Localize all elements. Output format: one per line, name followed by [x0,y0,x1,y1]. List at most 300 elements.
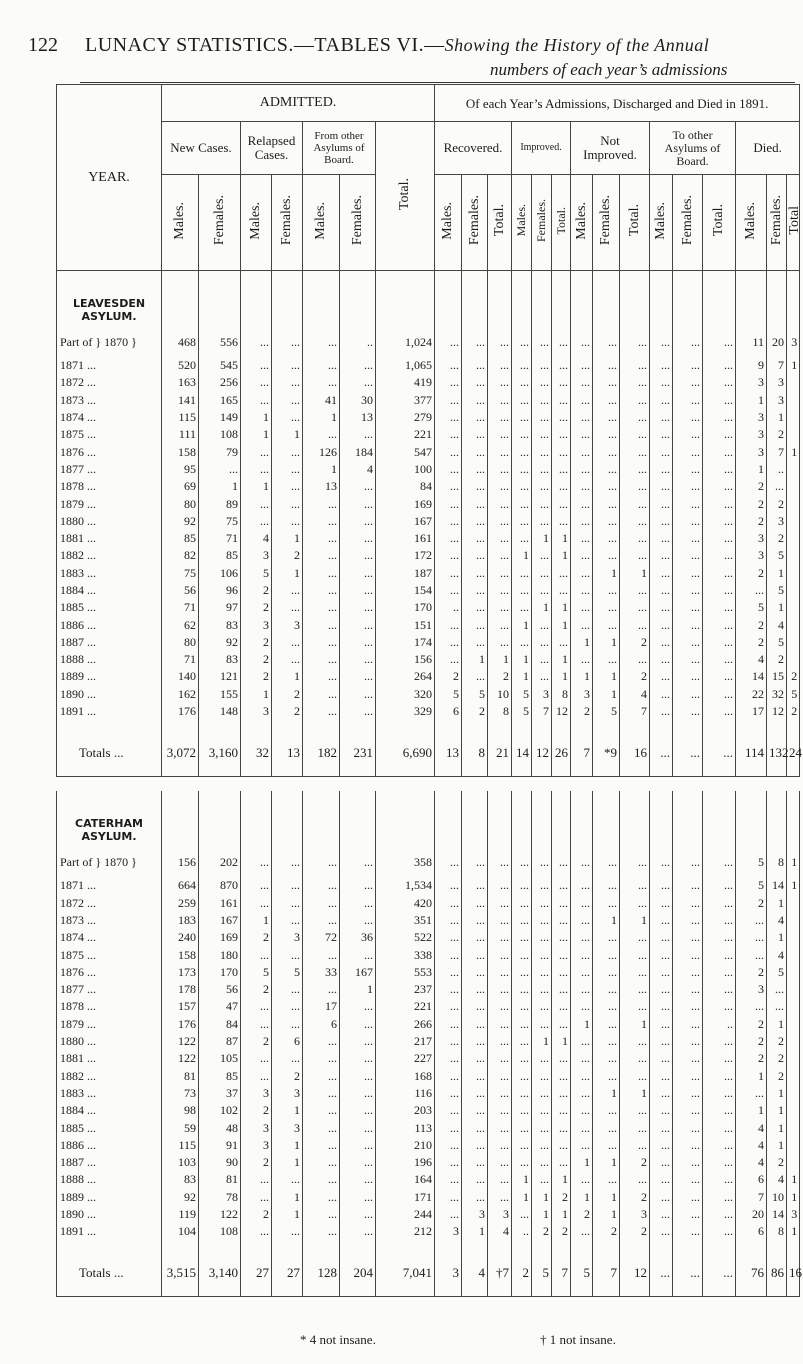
value-cell [787,547,800,564]
value-cell: ... [673,895,703,912]
value-cell: ... [650,461,673,478]
value-cell: 259 [162,895,199,912]
empty-cell [703,271,736,328]
value-cell: ... [340,495,376,512]
value-cell: 12 [552,703,571,720]
value-cell: ... [512,530,532,547]
value-cell: 174 [376,634,435,651]
value-cell: ... [272,513,303,530]
value-cell: 1 [241,426,272,443]
value-cell: ... [650,1154,673,1171]
value-cell: ... [303,582,340,599]
empty-cell [650,1240,673,1250]
value-cell: 56 [162,582,199,599]
value-cell: 108 [199,426,241,443]
table-row [57,1068,800,1085]
table-row [57,703,800,720]
value-cell: ... [703,565,736,582]
value-cell: 1,024 [376,327,435,357]
value-cell: ... [272,374,303,391]
value-cell: 279 [376,409,435,426]
value-cell: 148 [199,703,241,720]
value-cell: ... [673,547,703,564]
value-cell: ... [532,929,552,946]
value-cell: ... [303,1189,340,1206]
empty-cell [552,271,571,328]
value-cell: ... [552,582,571,599]
value-cell: ... [736,912,767,929]
value-cell: 2 [272,703,303,720]
value-cell [787,565,800,582]
value-cell: ... [241,1171,272,1188]
value-cell: ... [435,565,462,582]
value-cell: 156 [162,847,199,877]
total-value-cell: 132 [767,730,787,777]
year-cell: Part of } 1870 } [57,847,162,877]
value-cell: ... [512,1206,532,1223]
value-cell: 196 [376,1154,435,1171]
value-cell: 103 [162,1154,199,1171]
value-cell: 122 [162,1033,199,1050]
to-other-females-header [673,175,703,271]
year-cell: 1886 ... [57,616,162,633]
value-cell [787,946,800,963]
value-cell: 2 [620,1223,650,1240]
total-value-cell: ... [703,730,736,777]
value-cell: 6 [435,703,462,720]
value-cell: 1 [767,1085,787,1102]
value-cell: 113 [376,1119,435,1136]
value-cell: 1 [241,912,272,929]
value-cell: 5 [787,686,800,703]
value-cell: ... [650,946,673,963]
value-cell: 2 [736,964,767,981]
empty-cell [272,1240,303,1250]
value-cell: 7 [620,703,650,720]
value-cell: ... [703,374,736,391]
value-cell: ... [703,1068,736,1085]
value-cell: 5 [767,964,787,981]
value-cell: 11 [736,327,767,357]
table-row [57,1137,800,1154]
year-cell: 1874 ... [57,929,162,946]
footnote-asterisk: * 4 not insane. [300,1332,376,1347]
males-label: Males. [248,201,263,240]
year-cell: 1878 ... [57,478,162,495]
value-cell: 2 [736,895,767,912]
value-cell: 4 [736,1119,767,1136]
empty-cell [593,271,620,328]
value-cell: 33 [303,964,340,981]
header-rule [80,82,795,83]
value-cell: ... [620,981,650,998]
value-cell: ... [703,1119,736,1136]
value-cell: 12 [767,703,787,720]
value-cell: ... [620,478,650,495]
total-value-cell: 7,041 [376,1250,435,1297]
value-cell: ... [435,357,462,374]
value-cell: ... [303,1154,340,1171]
empty-cell [199,791,241,847]
value-cell: ... [650,1102,673,1119]
value-cell: 9 [736,357,767,374]
value-cell: ... [593,426,620,443]
value-cell: ... [571,929,593,946]
value-cell: ... [673,582,703,599]
value-cell: 8 [552,686,571,703]
value-cell: ... [703,998,736,1015]
males-label: Males. [313,201,328,240]
value-cell: 4 [736,1137,767,1154]
value-cell: 5 [272,964,303,981]
value-cell: ... [532,616,552,633]
value-cell: ... [488,547,512,564]
value-cell: ... [650,1223,673,1240]
value-cell: ... [303,1068,340,1085]
empty-cell [162,271,199,328]
year-cell: 1884 ... [57,582,162,599]
spacer-row [57,720,800,730]
empty-cell [673,271,703,328]
value-cell: 217 [376,1033,435,1050]
value-cell: ... [650,1033,673,1050]
table-row [57,634,800,651]
empty-cell [303,1240,340,1250]
table-row [57,513,800,530]
value-cell: ... [736,929,767,946]
value-cell: ... [571,357,593,374]
value-cell: ... [673,1119,703,1136]
value-cell: 171 [376,1189,435,1206]
value-cell: ... [703,426,736,443]
value-cell: ... [488,582,512,599]
value-cell: 5 [241,964,272,981]
value-cell: 2 [767,651,787,668]
section-heading-row [57,271,800,328]
value-cell: ... [512,1016,532,1033]
value-cell: 1 [787,357,800,374]
relapsed-males-header [241,175,272,271]
value-cell [787,1102,800,1119]
value-cell: ... [620,1119,650,1136]
value-cell: 2 [488,668,512,685]
empty-cell [376,271,435,328]
value-cell: 158 [162,443,199,460]
value-cell: ... [650,495,673,512]
value-cell: ... [532,426,552,443]
males-label: Males. [573,201,589,240]
value-cell: 3 [736,426,767,443]
males-label: Males. [440,201,456,240]
total-value-cell: 7 [552,1250,571,1297]
totals-row [57,1250,800,1297]
empty-cell [241,791,272,847]
value-cell: ... [767,981,787,998]
value-cell: ... [435,1033,462,1050]
value-cell: 156 [376,651,435,668]
value-cell: ... [488,877,512,894]
value-cell: ... [552,426,571,443]
value-cell: ... [241,392,272,409]
page-title [85,34,709,57]
value-cell: 1 [303,409,340,426]
value-cell: 10 [767,1189,787,1206]
value-cell: ... [552,327,571,357]
page-title-italic: Showing the History of the Annual [444,35,710,55]
value-cell: ... [673,565,703,582]
value-cell: ... [241,461,272,478]
page-subtitle: numbers of each year’s admissions [490,60,728,79]
value-cell: ... [303,651,340,668]
value-cell: 91 [199,1137,241,1154]
value-cell: .. [435,599,462,616]
total-value-cell: 3 [435,1250,462,1297]
table-row [57,1016,800,1033]
value-cell: 168 [376,1068,435,1085]
value-cell: ... [488,426,512,443]
value-cell: 5 [462,686,488,703]
value-cell: 96 [199,582,241,599]
value-cell: ... [303,1050,340,1067]
year-cell: 1888 ... [57,651,162,668]
value-cell: ... [593,599,620,616]
empty-cell [571,720,593,730]
value-cell: ... [532,1137,552,1154]
value-cell: 180 [199,946,241,963]
value-cell: 163 [162,374,199,391]
value-cell: ... [303,530,340,547]
value-cell: 2 [593,1223,620,1240]
value-cell: ... [272,946,303,963]
empty-cell [593,791,620,847]
value-cell: ... [571,912,593,929]
value-cell: ... [673,530,703,547]
value-cell: ... [303,426,340,443]
value-cell: 102 [199,1102,241,1119]
value-cell: ... [620,877,650,894]
value-cell: 1 [552,547,571,564]
value-cell: ... [303,1033,340,1050]
value-cell: 154 [376,582,435,599]
value-cell: 98 [162,1102,199,1119]
value-cell: ... [703,651,736,668]
total-value-cell: ... [673,1250,703,1297]
value-cell [787,929,800,946]
empty-cell [767,791,787,847]
value-cell: ... [303,895,340,912]
value-cell: 1 [272,565,303,582]
value-cell: ... [488,1050,512,1067]
value-cell: ... [340,478,376,495]
value-cell: ... [673,877,703,894]
value-cell [787,582,800,599]
value-cell: ... [340,1033,376,1050]
value-cell: 75 [162,565,199,582]
table-row [57,1206,800,1223]
table-row [57,357,800,374]
value-cell: ... [673,703,703,720]
value-cell: ... [571,1102,593,1119]
value-cell: ... [488,616,512,633]
total-value-cell: ... [650,1250,673,1297]
value-cell: ... [488,461,512,478]
value-cell: ... [650,668,673,685]
value-cell: ... [340,513,376,530]
value-cell: 1 [532,1206,552,1223]
value-cell: 36 [340,929,376,946]
section-name: LEAVESDEN ASYLUM. [57,271,162,328]
table-row [57,686,800,703]
value-cell: 1 [767,599,787,616]
value-cell: ... [703,443,736,460]
value-cell: 556 [199,327,241,357]
value-cell: ... [435,1171,462,1188]
value-cell: ... [571,1050,593,1067]
value-cell: ... [593,478,620,495]
value-cell: ... [620,461,650,478]
improved-header: Improved. [512,122,571,175]
value-cell: ... [552,1102,571,1119]
total-value-cell: 3,515 [162,1250,199,1297]
value-cell: 338 [376,946,435,963]
value-cell: ... [512,327,532,357]
value-cell: 266 [376,1016,435,1033]
value-cell: ... [532,912,552,929]
table-row [57,409,800,426]
value-cell: ... [272,1171,303,1188]
died-males-header [736,175,767,271]
value-cell: ... [512,1033,532,1050]
value-cell: ... [571,1033,593,1050]
table-row [57,327,800,357]
value-cell: ... [435,478,462,495]
value-cell: ... [532,461,552,478]
value-cell: 184 [340,443,376,460]
year-cell: 1875 ... [57,426,162,443]
value-cell: ... [303,1085,340,1102]
empty-cell [162,720,199,730]
total-value-cell: 3,160 [199,730,241,777]
value-cell [787,634,800,651]
empty-cell [767,720,787,730]
value-cell: 3 [736,374,767,391]
value-cell: 167 [199,912,241,929]
value-cell: .. [512,1223,532,1240]
value-cell: ... [462,929,488,946]
value-cell: ... [532,582,552,599]
value-cell: 1 [532,599,552,616]
value-cell: ... [512,1119,532,1136]
value-cell [787,1119,800,1136]
value-cell: 237 [376,981,435,998]
value-cell: 1 [571,1016,593,1033]
value-cell: ... [571,530,593,547]
value-cell: ... [703,547,736,564]
value-cell: ... [303,847,340,877]
value-cell: ... [650,599,673,616]
value-cell: ... [340,686,376,703]
year-cell: 1882 ... [57,547,162,564]
to-other-asylums-header: To other Asylums of Board. [650,122,736,175]
value-cell: ... [435,1154,462,1171]
value-cell: ... [673,616,703,633]
value-cell: 1 [272,1206,303,1223]
value-cell: ... [435,443,462,460]
value-cell: ... [241,1223,272,1240]
died-total-header [787,175,803,271]
value-cell: 203 [376,1102,435,1119]
value-cell: 81 [162,1068,199,1085]
empty-cell [767,1240,787,1250]
value-cell: 7 [736,1189,767,1206]
value-cell: 13 [303,478,340,495]
value-cell: ... [620,1171,650,1188]
value-cell: 80 [162,495,199,512]
value-cell [787,981,800,998]
value-cell: ... [571,495,593,512]
value-cell: ... [703,929,736,946]
value-cell: 221 [376,998,435,1015]
value-cell: ... [340,1085,376,1102]
value-cell: 2 [241,929,272,946]
empty-cell [340,1240,376,1250]
value-cell: 95 [162,461,199,478]
value-cell: ... [650,1016,673,1033]
value-cell: ... [303,1171,340,1188]
died-header: Died. [736,122,800,175]
year-cell: 1881 ... [57,1050,162,1067]
value-cell: ... [571,461,593,478]
new-females-header [199,175,241,271]
value-cell: 1 [241,409,272,426]
females-label: Females. [598,195,614,246]
total-label: Total. [491,204,507,237]
value-cell: ... [435,616,462,633]
table-row [57,530,800,547]
statistics-table [56,84,803,1297]
value-cell: 5 [512,703,532,720]
table-row [57,847,800,877]
value-cell: 553 [376,964,435,981]
value-cell: ... [703,912,736,929]
value-cell: ... [703,1171,736,1188]
value-cell: ... [673,374,703,391]
value-cell: ... [532,565,552,582]
value-cell: 3 [736,981,767,998]
value-cell: ... [650,357,673,374]
value-cell: ... [620,327,650,357]
value-cell: 1 [593,686,620,703]
year-cell: 1890 ... [57,1206,162,1223]
value-cell: 1 [532,530,552,547]
value-cell: ... [673,1154,703,1171]
value-cell: 7 [532,703,552,720]
value-cell: ... [532,374,552,391]
value-cell: ... [340,1050,376,1067]
value-cell: 119 [162,1206,199,1223]
value-cell: ... [703,392,736,409]
value-cell: 2 [736,495,767,512]
value-cell: 358 [376,847,435,877]
value-cell: 2 [736,1033,767,1050]
value-cell: ... [272,1016,303,1033]
value-cell: ... [512,964,532,981]
value-cell: ... [673,912,703,929]
value-cell [787,1050,800,1067]
value-cell: ... [303,634,340,651]
empty-cell [488,271,512,328]
value-cell: 2 [272,547,303,564]
